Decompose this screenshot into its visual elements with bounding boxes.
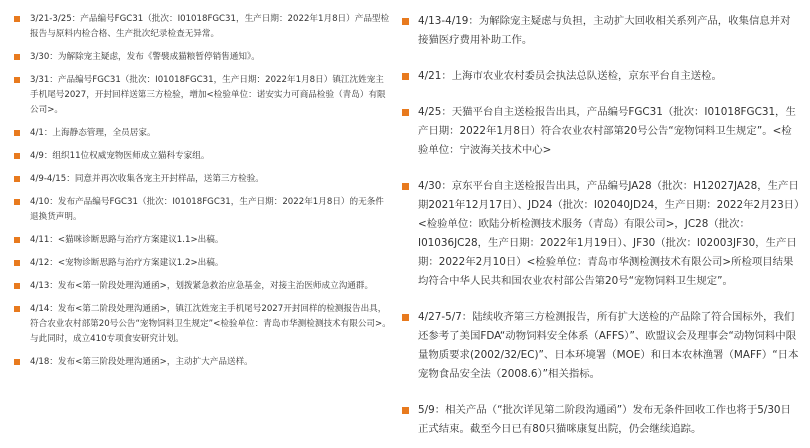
entry-text: 4/10：发布产品编号FGC31（批次：I01018FGC31，生产日期：2022年1月8日）的无条件退换货声明。 <box>30 197 384 222</box>
timeline-entry <box>400 177 800 291</box>
timeline-entry <box>12 172 392 187</box>
entry-text: 3/21-3/25：产品编号FGC31（批次：I01018FGC31，生产日期：2022年1月8日）产品型检报告与原料内检合格、生产批次纪录检查无异常。 <box>30 14 390 39</box>
entry-text: 4/13：发布<第一阶段处理沟通函>，划拨紧急救治应急基金，对接主治医师成立沟通群。 <box>30 281 374 291</box>
bullet-square-icon <box>14 153 20 159</box>
timeline-entry <box>12 195 392 225</box>
timeline-left-column <box>12 0 392 370</box>
timeline-entry <box>400 67 800 86</box>
bullet-square-icon <box>402 73 409 80</box>
bullet-square-icon <box>14 54 20 60</box>
entry-text: 4/11：<猫咪诊断思路与治疗方案建议1.1>出稿。 <box>30 235 224 245</box>
bullet-square-icon <box>14 359 20 365</box>
bullet-square-icon <box>14 306 20 312</box>
bullet-square-icon <box>402 407 409 414</box>
bullet-square-icon <box>402 183 409 190</box>
bullet-square-icon <box>14 260 20 266</box>
entry-text: 3/30：为解除宠主疑虑，发布《警襞成猫粮暂停销售通知》。 <box>30 52 260 62</box>
timeline-entry <box>12 256 392 271</box>
timeline-entry <box>400 103 800 160</box>
entry-text: 3/31：产品编号FGC31（批次：I01018FGC31，生产日期：2022年1月8日）镇江沈姓宠主手机尾号2027，开封回样送第三方检验，增加<检验单位：诺安实力可商品检验（青岛）有限公司>。 <box>30 75 386 115</box>
timeline-entry <box>400 308 800 384</box>
timeline-entry <box>12 302 392 347</box>
timeline-entry <box>400 401 800 439</box>
timeline-right-column <box>400 0 800 439</box>
bullet-square-icon <box>402 18 409 25</box>
entry-text: 4/18：发布<第三阶段处理沟通函>，主动扩大产品送样。 <box>30 357 253 367</box>
timeline-entry <box>12 279 392 294</box>
entry-text: 4/27-5/7：陆续收齐第三方检测报告，所有扩大送检的产品除了符合国标外，我们还参考了美国FDA“动物饲料安全体系（AFFS）”、欧盟议会及理事会“动物饲料中限量物质要求(2002/32/EC)”、日本环境署（MOE）和日本农林渔署（MAFF）“日本宠物食品安全法（2008.6）”相关指标。 <box>418 311 799 380</box>
timeline-entry <box>400 12 800 50</box>
entry-text: 4/12：<宠物诊断思路与治疗方案建议1.2>出稿。 <box>30 258 224 268</box>
entry-text: 4/30：京东平台自主送检报告出具，产品编号JA28（批次：H12027JA28，生产日期2021年12月17日）、JD24（批次：I02040JD24，生产日期：2022年2月23日）<检验单位：欧陆分析检测技术服务（青岛）有限公司>，JC28（批次：I01036JC28，生产日期：2022年1月19日）、JF30（批次：I02003JF30，生产日期：2022年2月10日）<检验单位：青岛市华测检测技术有限公司>所检项目结果均符合中华人民共和国农业农村部公告第20号“宠物饲料卫生规定”。 <box>418 180 800 287</box>
bullet-square-icon <box>14 176 20 182</box>
entry-text: 4/25：天猫平台自主送检报告出具，产品编号FGC31（批次：I01018FGC31，生产日期：2022年1月8日）符合农业农村部第20号公告“宠物饲料卫生规定”。<检验单位：宁波海关技术中心> <box>418 106 796 156</box>
bullet-square-icon <box>14 237 20 243</box>
entry-text: 4/21：上海市农业农村委员会执法总队送检，京东平台自主送检。 <box>418 70 722 82</box>
timeline-entry <box>12 12 392 42</box>
entry-text: 4/1：上海静态管理，全员居家。 <box>30 128 156 138</box>
bullet-square-icon <box>402 314 409 321</box>
bullet-square-icon <box>14 283 20 289</box>
bullet-square-icon <box>402 109 409 116</box>
timeline-entry <box>12 149 392 164</box>
entry-text: 4/14：发布<第二阶段处理沟通函>，镇江沈姓宠主手机尾号2027开封回样的检测报告出具，符合农业农村部第20号公告“宠物饲料卫生规定”<检验单位：青岛市华测检测技术有限公司>。与此同时，成立410专项食安研究计划。 <box>30 304 391 344</box>
timeline-entry <box>12 233 392 248</box>
timeline-entry <box>12 50 392 65</box>
entry-text: 5/9：相关产品（“批次详见第二阶段沟通函”）发布无条件回收工作也将于5/30日正式结束。截至今日已有80只猫咪康复出院，仍会继续追踪。 <box>418 404 791 435</box>
timeline-entry <box>12 355 392 370</box>
entry-text: 4/13-4/19：为解除宠主疑虑与负担，主动扩大回收相关系列产品，收集信息并对接猫医疗费用补助工作。 <box>418 15 791 46</box>
bullet-square-icon <box>14 199 20 205</box>
timeline-entry <box>12 126 392 141</box>
timeline-entry <box>12 73 392 118</box>
entry-text: 4/9-4/15：同意并再次收集各宠主开封样品，送第三方检验。 <box>30 174 264 184</box>
bullet-square-icon <box>14 77 20 83</box>
entry-text: 4/9：组织11位权威宠物医师成立猫科专家组。 <box>30 151 210 161</box>
bullet-square-icon <box>14 130 20 136</box>
bullet-square-icon <box>14 16 20 22</box>
